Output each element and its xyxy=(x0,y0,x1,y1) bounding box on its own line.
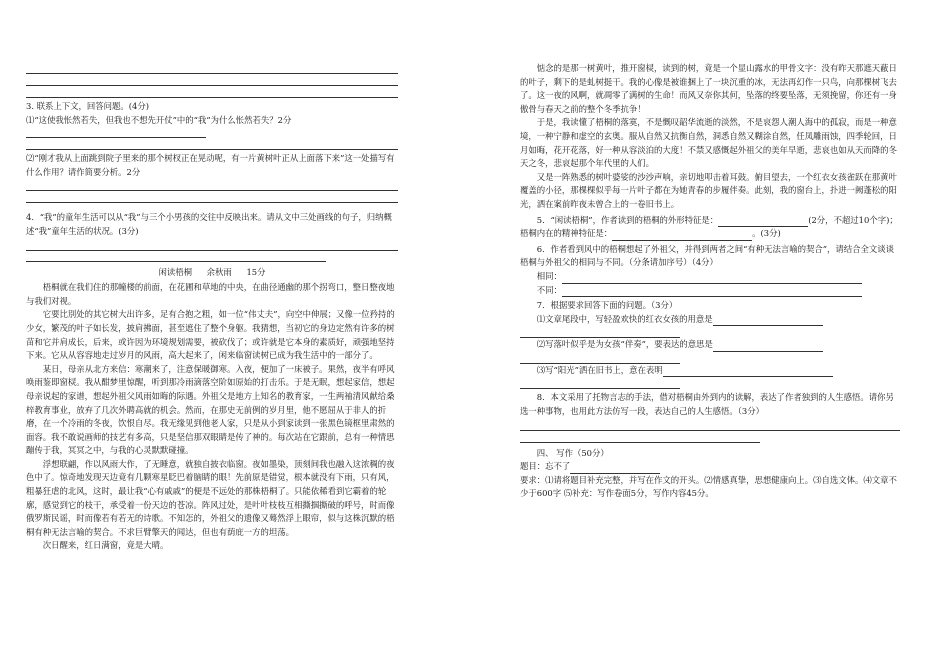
question-6-same xyxy=(520,270,900,284)
answer-line xyxy=(26,191,398,203)
question-3-heading: 3. 联系上下文，回答问题。(4分) xyxy=(26,101,150,111)
question-8: 8．本文采用了托物言志的手法，借对梧桐由外到内的读解，表达了作者独到的人生感悟。请你另选一种事物，也用此方法仿写一段，表达自己的人生感悟。（3分） xyxy=(520,392,894,417)
question-7-1-text: ⑴文章尾段中，写轻盈欢快的红衣女孩的用意是 xyxy=(536,313,713,324)
answer-line xyxy=(26,239,398,251)
article-paragraph: 某日，母亲从北方来信：寒潮来了，注意保暖御寒。入夜，便加了一床被子。果然，夜半有呼风唤雨鉴即窗棂。我从酣梦里惊醒，听到那冷雨滴落空阶如原始的打击乐。于是无眠，想起家信，想起母亲说起的家谱，想起外祖父风雨如晦的际遇。外祖父是地方上知名的教育家，一生两袖清风献给桑梓教育事业，放弃了几次外聘高就的机会。然而，在那史无前例的岁月里，他不愿屈从于非人的折磨，在一个冷雨的冬夜，饮恨自尽。我无缘见到他老人家，只是从小到家读到一张黑色镜框里肃然的面容。我不敢说画师的技艺有多高，只是坚信那双眼睛是传了神的。每次站在它跟前，总有一种情思蹦传于我，冥冥之中，与我的心灵默默碰撞。 xyxy=(26,363,395,456)
answer-line xyxy=(26,179,398,191)
article-paragraph: 于是，我读懂了梧桐的落寞，不是慨叹韶华流逝的淡然，不是哀怨人潮人海中的孤寂，而是一种意境，一种宁静和虚空的玄奥。服从自然又抗衡自然，洞悉自然又糊涂自然，任凤雕雨蚀，四季轮回，日月如晦，花开花落，好一种从容淡泊的大度！不禁又感慨起外祖父的美年早逝，悲哀也如从天而降的冬天之冬，悲哀起那个年代里的人们。 xyxy=(520,117,897,169)
article-paragraph: 次日醒来，红日满窗，竟是大晴。 xyxy=(42,540,169,551)
answer-line xyxy=(26,74,398,86)
question-7-1 xyxy=(520,313,900,327)
answer-line xyxy=(26,86,398,98)
writing-topic xyxy=(520,460,900,474)
question-7-3 xyxy=(520,364,900,378)
answer-line xyxy=(26,251,326,262)
writing-requirements: 要求：⑴请将题目补充完整，并写在作文的开头。⑵情感真挚，思想健康向上。⑶自选文体。⑷文章不少于600字 ⑸补充：写作卷面5分，写作内容45分。 xyxy=(520,474,897,499)
article-paragraph: 又是一阵熟悉的树叶婆娑的沙沙声响，亲切地叩击着耳鼓。俯目望去，一个红衣女孩雀跃在那黄叶覆盖的小径，那棵棵似乎每一片叶子都在为她青春的步履伴奏。此刻，我的窗台上，扑进一阙蓬松的阳光，洒在案前昨夜未曾合上的一卷旧书上。 xyxy=(520,171,897,209)
answer-blank[interactable] xyxy=(713,316,823,326)
article-score: 15分 xyxy=(246,266,266,277)
same-label: 相同： xyxy=(536,270,562,281)
section-writing: 四、 写作（50分） xyxy=(536,447,609,458)
question-7-2-text: ⑵写落叶似乎是为女孩“伴奏”，要表达的意思是 xyxy=(536,339,713,350)
question-6: 6．作者看到风中的梧桐想起了外祖父，并得到两者之间“有种无法言喻的契合”，请结合全文谈谈梧桐与外祖父的相同与不同。（分条请加序号）（4分） xyxy=(520,243,895,268)
answer-blank[interactable] xyxy=(570,464,660,474)
question-7-2 xyxy=(520,338,900,352)
article-paragraph: 浮想联翩，作以风雨大作，了无睡意，就独自披衣临窗。夜如墨染，顶刻间我也融入这浓稠的夜色中了。惊奇地发现天边竟有几颗寒星眨巴着脑睛的眼！先前原是错觉，根本就没有下雨，只有风，粗暴狂虐的北风，这时，最让我“心有戚戚”的便是不远处的那株梧桐了。只能依稀看到它霸着的轮廓，感觉到它的枝干，承受着一份天边的苍凉。阵风过处，是叶叶枝枝互相撕掴撕破的呼号，时而像俄罗斯民谣，时而像若有若无的诗歌。不知怎的，外祖父的遗像又蓦然浮上眼帘，似与这株沉默的梧桐有种无法言喻的契合。不求巨臂擎天的闻达，但也有荫庇一方的坦荡。 xyxy=(26,458,395,537)
answer-line xyxy=(520,352,680,364)
article-title-row xyxy=(26,266,398,280)
answer-blank[interactable] xyxy=(718,217,808,227)
diff-label: 不同： xyxy=(536,284,562,295)
right-column xyxy=(520,62,900,501)
question-5-tail: 。(3分) xyxy=(752,228,781,239)
answer-blank[interactable] xyxy=(663,367,833,377)
answer-blank[interactable] xyxy=(562,287,862,297)
article-author: 余秋雨 xyxy=(206,266,232,277)
answer-blank[interactable] xyxy=(562,274,862,284)
question-5-score: (2分，不超过10个字)；梧桐内在的精神特征是： xyxy=(520,214,898,239)
answer-blank[interactable] xyxy=(612,231,752,241)
answer-blank[interactable] xyxy=(713,342,823,352)
question-7: 7．根据要求回答下面的问题。（3分） xyxy=(536,300,678,311)
article-paragraph: 它要比別处的其它树大出许多，足有合抱之粗，如一位“伟丈夫”，向空中伸展；又像一位矜持的少女，繁茂的叶子如长发，披肩拂面，甚至遮住了整个身躯。我猜想，当初它的身边定然有许多的树苗和它并肩成长，后来，或许因为环境规划需要，被砍伐了；或许就是它本身的素质好，顽强地坚持下来。它从从容容地走过岁月的风雨，高大起来了，闲来临窗读树已成为我生活中的一部分了。 xyxy=(26,309,395,361)
question-4: 4．“我”的童年生活可以从“我”与三个小男孩的交往中反映出来。请从文中三处画线的句子，归纳概述“我”童年生活的状况。(3分) xyxy=(26,212,392,236)
answer-line xyxy=(26,62,398,74)
question-5 xyxy=(520,214,900,241)
question-6-diff xyxy=(520,284,900,298)
writing-topic-text: 题目：忘不了 xyxy=(520,461,571,472)
article-title: 闲读梧桐 xyxy=(158,266,192,277)
answer-line xyxy=(26,127,206,138)
left-column xyxy=(26,62,398,553)
answer-line xyxy=(520,419,900,431)
question-7-3-text: ⑶写“阳光”洒在旧书上，意在表明 xyxy=(536,364,663,375)
answer-line xyxy=(520,326,680,338)
question-3-1: ⑴“这使我怅然若失，但我也不想先开仗”中的“我”为什么怅然若失？2分 xyxy=(26,114,292,125)
answer-line xyxy=(26,138,398,150)
article-paragraph: 梧桐就在我们住的那幢楼的前面，在花圃和草地的中央，在曲径通幽的那个拐弯口，整日整夜地与我们对视。 xyxy=(26,282,395,306)
answer-line xyxy=(520,377,680,389)
answer-line xyxy=(520,431,760,443)
article-paragraph: 惦念的是那一树黄叶，推开窗棂，读到的树，竟是一个显山露水的甲骨文字：没有昨天那遮天蔽日的叶子，剩下的是虬树挺干。我的心像是被谁捆上了一块沉重的冰，无法再幻作一只鸟，向那棵树飞去了。这一夜的风啊，就凋零了满树的生命！而风又奈你其何，坠落的终要坠落，无须挽留，你还有一身傲骨与春天之前的整个冬季抗争！ xyxy=(520,63,897,114)
question-5-text: 5．“闲读梧桐”，作者读到的梧桐的外形特征是： xyxy=(536,214,719,225)
question-3-2: ⑵“刚才我从上面跳到院子里来的那个树杈正在晃动呢，有一片黄树叶正从上面落下来”这一处描写有什么作用？请作简要分析。2分 xyxy=(26,153,395,177)
